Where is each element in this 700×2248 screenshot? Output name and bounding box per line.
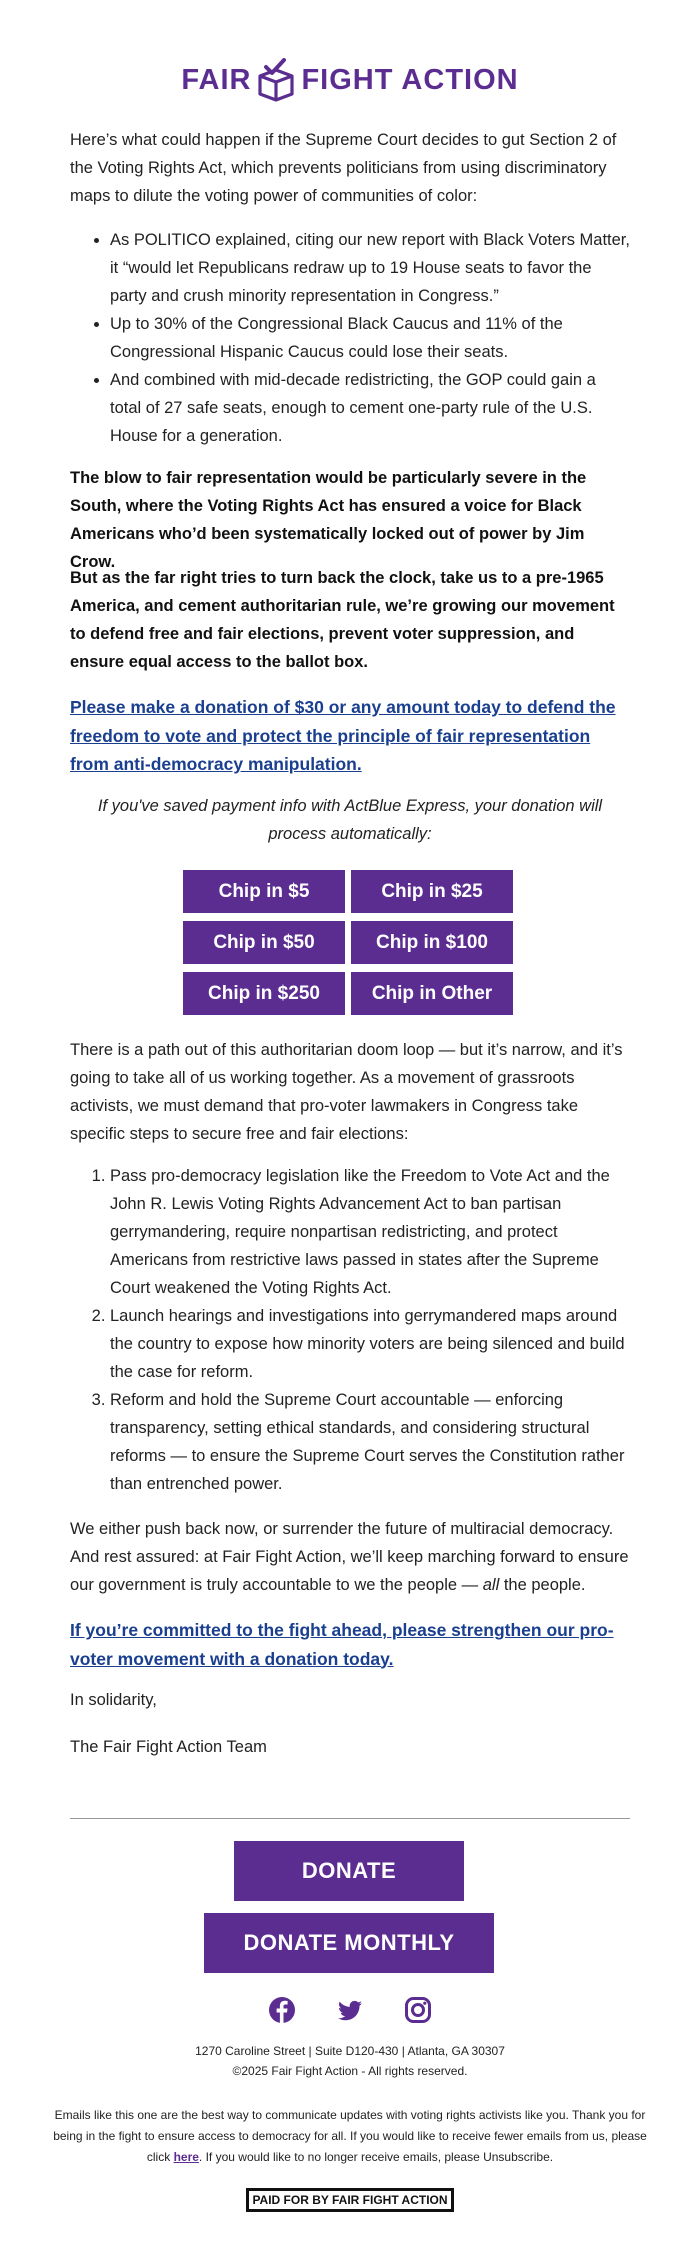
chip-in-5-button[interactable]: Chip in $5: [183, 870, 345, 913]
footer-address-block: [0, 2041, 700, 2081]
push-text-emphasis: all: [482, 1576, 500, 1594]
social-links: [0, 1996, 700, 2024]
logo-word-left: FAIR: [181, 63, 252, 96]
south-paragraph: The blow to fair representation would be particularly severe in the South, where the Voting Rights Act has ensured a voice for Black Americans who’d been systematically locked out of power by Jim Crow.: [70, 469, 587, 571]
donate-button[interactable]: DONATE: [234, 1841, 464, 1901]
paid-for-disclaimer: PAID FOR BY FAIR FIGHT ACTION: [246, 2188, 454, 2212]
signoff: In solidarity,: [70, 1691, 157, 1709]
fair-fight-action-logo[interactable]: [0, 58, 700, 110]
list-item: 2. Launch hearings and investigations into gerrymandered maps around the country to expose how minority voters are being silenced and build the case for reform.: [110, 1302, 630, 1386]
chip-in-other-button[interactable]: Chip in Other: [351, 972, 513, 1015]
list-item: • As POLITICO explained, citing our new report with Black Voters Matter, it “would let Republicans redraw up to 19 House seats to favor the party and crush minority representation in Congress.”: [110, 226, 630, 310]
list-item: • Up to 30% of the Congressional Black Caucus and 11% of the Congressional Hispanic Caucus could lose their seats.: [110, 310, 630, 366]
impact-list: [110, 226, 630, 450]
chip-in-buttons: [183, 870, 517, 1015]
strengthen-cta-link[interactable]: If you’re committed to the fight ahead, please strengthen our pro-voter movement with a donation today.: [70, 1620, 614, 1669]
list-item: 1. Pass pro-democracy legislation like the Freedom to Vote Act and the John R. Lewis Voting Rights Advancement Act to ban partisan gerrymandering, require nonpartisan redistricting, and protect Americans from restrictive laws passed in states after the Supreme Court weakened the Voting Rights Act.: [110, 1162, 630, 1302]
divider: [70, 1818, 630, 1819]
facebook-icon[interactable]: [268, 1996, 296, 2024]
list-item: • And combined with mid-decade redistricting, the GOP could gain a total of 27 safe seats, enough to cement one-party rule of the U.S. House for a generation.: [110, 366, 630, 450]
actblue-note: If you've saved payment info with ActBlue Express, your donation will process automatically:: [97, 797, 603, 843]
push-text-before: We either push back now, or surrender the future of multiracial democracy. And rest assured: at Fair Fight Action, we’ll keep marching forward to ensure our government is truly accountable to we the people —: [70, 1520, 629, 1594]
footer-note-before: Emails like this one are the best way to communicate updates with voting rights activists like you. Thank you for being in the fight to ensure access to democracy for all. If you would like to receive fewer emails from us, please click: [53, 2108, 647, 2164]
movement-paragraph: But as the far right tries to turn back the clock, take us to a pre-1965 America, and cement authoritarian rule, we’re growing our movement to defend free and fair elections, prevent voter suppression, and ensure equal access to the ballot box.: [70, 569, 615, 671]
chip-in-100-button[interactable]: Chip in $100: [351, 921, 513, 964]
push-back-paragraph: [70, 1515, 630, 1599]
path-paragraph: There is a path out of this authoritarian doom loop — but it’s narrow, and it’s going to take all of us working together. As a movement of grassroots activists, we must demand that pro-voter lawmakers in Congress take specific steps to secure free and fair elections:: [70, 1041, 623, 1143]
footer-note-after: . If you would like to no longer receive emails, please Unsubscribe.: [198, 2150, 554, 2164]
email-preferences-link[interactable]: here: [173, 2150, 199, 2164]
signature: The Fair Fight Action Team: [70, 1738, 267, 1756]
logo-word-right: FIGHT ACTION: [301, 63, 519, 96]
twitter-icon[interactable]: [336, 1996, 364, 2024]
donate-monthly-button[interactable]: DONATE MONTHLY: [204, 1913, 494, 1973]
chip-in-250-button[interactable]: Chip in $250: [183, 972, 345, 1015]
footer-address: 1270 Caroline Street | Suite D120-430 | Atlanta, GA 30307: [195, 2044, 505, 2058]
chip-in-50-button[interactable]: Chip in $50: [183, 921, 345, 964]
chip-in-25-button[interactable]: Chip in $25: [351, 870, 513, 913]
steps-list: [110, 1162, 630, 1498]
donation-cta-link[interactable]: Please make a donation of $30 or any amount today to defend the freedom to vote and protect the principle of fair representation from anti-democracy manipulation.: [70, 697, 616, 774]
list-item: 3. Reform and hold the Supreme Court accountable — enforcing transparency, setting ethical standards, and considering structural reforms — to ensure the Supreme Court serves the Constitution rather than entrenched power.: [110, 1386, 630, 1498]
footer-note: [50, 2105, 650, 2168]
instagram-icon[interactable]: [404, 1996, 432, 2024]
ballot-box-icon: [257, 58, 295, 102]
footer-copyright: ©2025 Fair Fight Action - All rights reserved.: [232, 2064, 468, 2078]
intro-paragraph: Here’s what could happen if the Supreme Court decides to gut Section 2 of the Voting Rights Act, which prevents politicians from using discriminatory maps to dilute the voting power of communities of color:: [70, 131, 617, 205]
push-text-after: the people.: [499, 1576, 586, 1594]
